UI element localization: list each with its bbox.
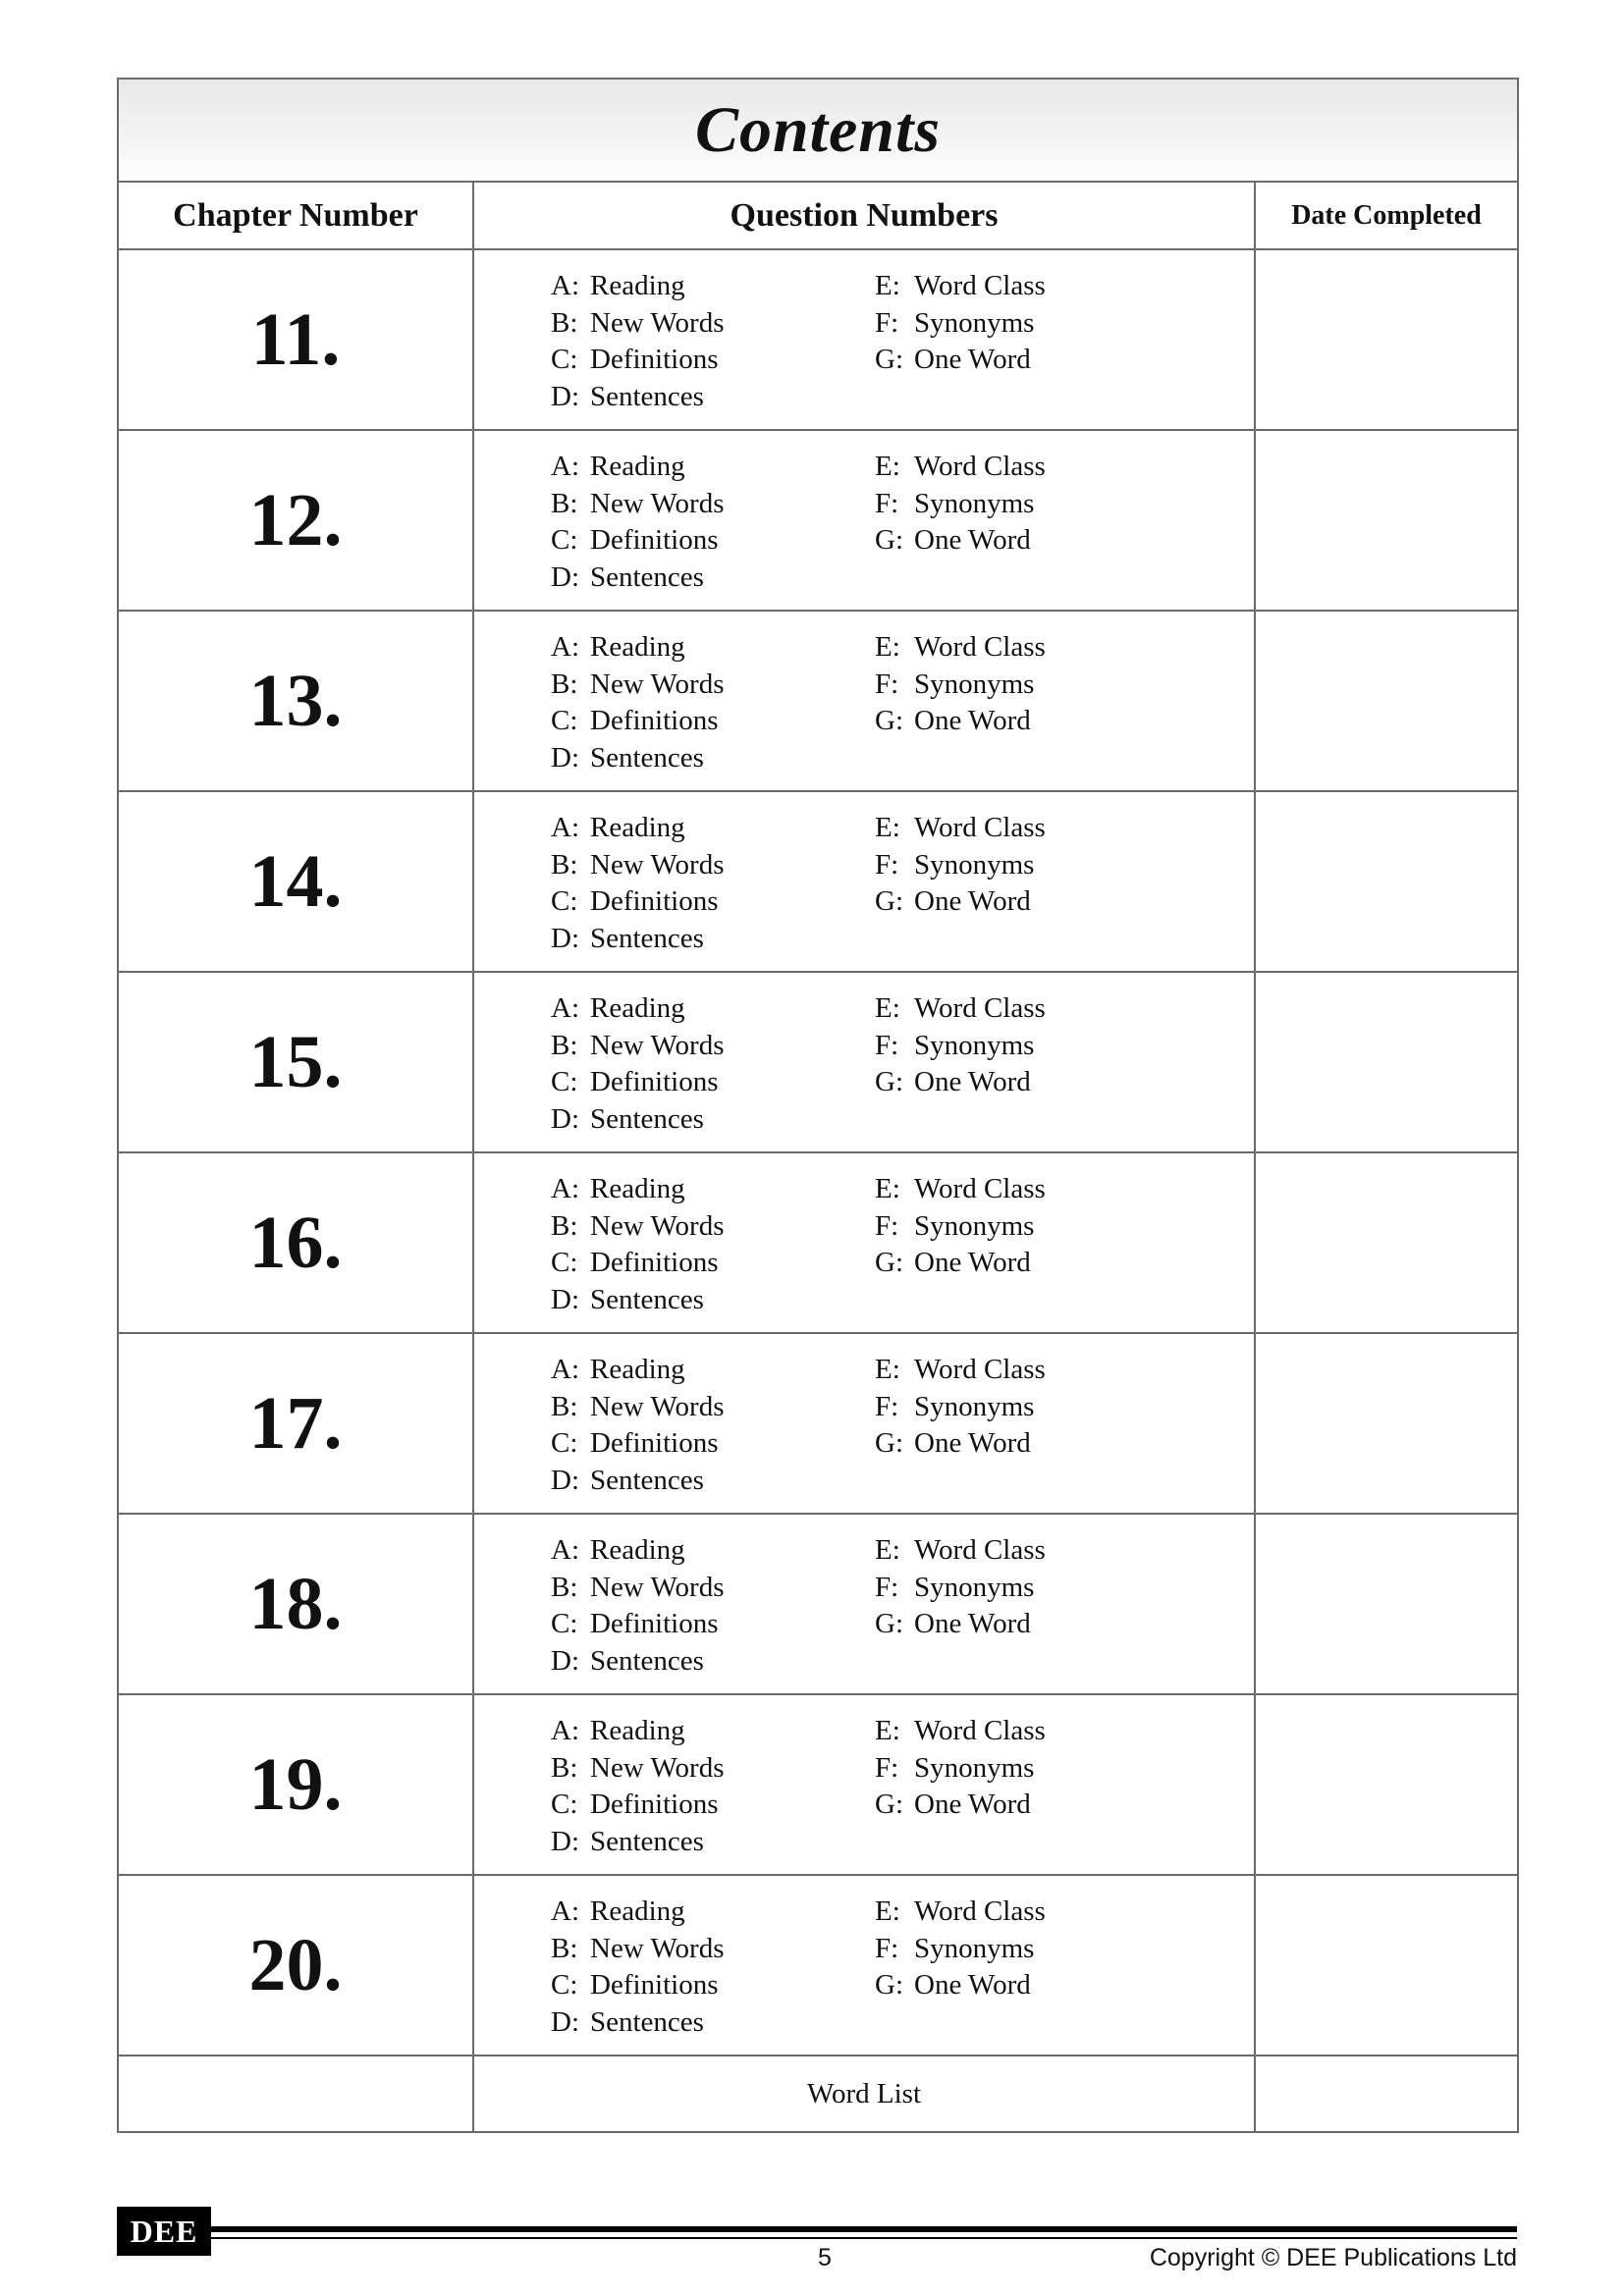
chapter-number-header: Chapter Number	[118, 182, 473, 249]
question-item	[875, 1967, 1046, 2004]
chapter-number: 19.	[118, 1694, 473, 1875]
question-item	[551, 1643, 724, 1681]
question-letter: E:	[875, 812, 900, 843]
question-label: Sentences	[590, 2005, 704, 2038]
footer-rule-thick	[211, 2226, 1517, 2232]
question-letter: A:	[551, 992, 579, 1024]
question-item	[551, 2004, 724, 2042]
question-list-left	[551, 629, 724, 776]
question-letter: E:	[875, 1715, 900, 1746]
question-label: Reading	[590, 992, 685, 1024]
question-letter: D:	[551, 741, 579, 774]
date-completed-cell[interactable]	[1255, 1875, 1518, 2056]
question-item	[551, 268, 724, 305]
question-item	[875, 342, 1046, 379]
question-label: One Word	[914, 885, 1031, 917]
question-letter: E:	[875, 1896, 900, 1927]
question-letter: A:	[551, 631, 579, 663]
question-list-left	[551, 268, 724, 415]
question-letter: G:	[875, 885, 903, 917]
question-letter: G:	[875, 1608, 903, 1639]
question-item	[875, 1171, 1046, 1208]
question-label: New Words	[590, 487, 725, 519]
question-list-right	[875, 629, 1046, 740]
question-item	[551, 1787, 724, 1824]
question-item	[875, 990, 1046, 1028]
question-label: New Words	[590, 1571, 725, 1603]
question-label: Definitions	[590, 1427, 719, 1459]
question-item	[551, 1028, 724, 1065]
question-item	[875, 1352, 1046, 1389]
question-label: Reading	[590, 631, 685, 663]
question-item	[551, 740, 724, 777]
question-letter: F:	[875, 848, 899, 881]
question-label: New Words	[590, 1751, 725, 1784]
question-label: Word Class	[914, 631, 1046, 663]
question-numbers-cell	[473, 1333, 1255, 1514]
question-label: One Word	[914, 1789, 1031, 1820]
question-item	[551, 1750, 724, 1788]
question-label: Sentences	[590, 741, 704, 774]
question-label: New Words	[590, 1209, 725, 1242]
question-list-right	[875, 1171, 1046, 1282]
question-letter: G:	[875, 1969, 903, 2001]
copyright-text: Copyright © DEE Publications Ltd	[1149, 2244, 1517, 2271]
question-list-right	[875, 990, 1046, 1101]
chapter-row	[118, 249, 1518, 430]
question-letter: D:	[551, 1283, 579, 1315]
question-letter: C:	[551, 1427, 578, 1459]
question-item	[551, 883, 724, 921]
question-label: Word Class	[914, 992, 1046, 1024]
question-label: Synonyms	[914, 1571, 1035, 1603]
question-item	[551, 1931, 724, 1968]
date-completed-cell[interactable]	[1255, 1152, 1518, 1333]
chapter-number: 11.	[118, 249, 473, 430]
question-letter: C:	[551, 1066, 578, 1097]
question-item	[551, 486, 724, 523]
question-label: Word Class	[914, 1715, 1046, 1746]
question-label: Synonyms	[914, 848, 1035, 881]
question-item	[551, 1282, 724, 1319]
question-list-right	[875, 1532, 1046, 1643]
question-letter: C:	[551, 344, 578, 375]
question-item	[551, 1171, 724, 1208]
question-label: One Word	[914, 524, 1031, 556]
question-letter: D:	[551, 1464, 579, 1496]
question-letter: C:	[551, 1247, 578, 1278]
question-item	[875, 1570, 1046, 1607]
question-item	[875, 522, 1046, 560]
question-label: Word Class	[914, 1354, 1046, 1385]
question-numbers-cell	[473, 1514, 1255, 1694]
chapter-number: 14.	[118, 791, 473, 972]
question-list-right	[875, 268, 1046, 379]
question-label: Word Class	[914, 1896, 1046, 1927]
question-label: One Word	[914, 705, 1031, 736]
footer-rule-thin	[211, 2237, 1517, 2239]
question-letter: G:	[875, 344, 903, 375]
question-letter: A:	[551, 1715, 579, 1746]
question-numbers-cell	[473, 611, 1255, 791]
chapter-row	[118, 1875, 1518, 2056]
question-item	[875, 449, 1046, 486]
question-item	[875, 1425, 1046, 1463]
question-item	[551, 342, 724, 379]
question-item	[551, 522, 724, 560]
date-completed-header: Date Completed	[1255, 182, 1518, 249]
question-item	[551, 1967, 724, 2004]
question-letter: E:	[875, 451, 900, 482]
question-letter: G:	[875, 1066, 903, 1097]
header-row	[118, 182, 1518, 249]
question-label: New Words	[590, 1390, 725, 1422]
question-letter: D:	[551, 380, 579, 412]
question-item	[551, 1425, 724, 1463]
question-letter: D:	[551, 2005, 579, 2038]
word-list-row	[118, 2056, 1518, 2132]
question-letter: F:	[875, 1390, 899, 1422]
question-letter: F:	[875, 487, 899, 519]
question-label: Sentences	[590, 1283, 704, 1315]
question-letter: G:	[875, 1789, 903, 1820]
question-letter: F:	[875, 1751, 899, 1784]
question-label: Sentences	[590, 1644, 704, 1677]
question-item	[875, 703, 1046, 740]
chapter-row	[118, 611, 1518, 791]
question-letter: G:	[875, 1427, 903, 1459]
question-label: Word Class	[914, 1173, 1046, 1204]
question-item	[875, 305, 1046, 343]
question-label: Definitions	[590, 344, 719, 375]
question-item	[875, 1208, 1046, 1246]
question-letter: A:	[551, 451, 579, 482]
question-numbers-cell	[473, 430, 1255, 611]
question-item	[551, 629, 724, 667]
chapter-row	[118, 1694, 1518, 1875]
question-label: New Words	[590, 848, 725, 881]
question-list-right	[875, 1894, 1046, 2004]
page-title: Contents	[694, 93, 942, 166]
question-letter: F:	[875, 1029, 899, 1061]
chapter-row	[118, 1152, 1518, 1333]
chapter-row	[118, 1514, 1518, 1694]
question-letter: D:	[551, 1102, 579, 1135]
question-item	[875, 486, 1046, 523]
question-item	[551, 1064, 724, 1101]
question-letter: C:	[551, 1969, 578, 2001]
question-item	[551, 1570, 724, 1607]
question-item	[875, 1028, 1046, 1065]
question-letter: F:	[875, 1571, 899, 1603]
question-letter: E:	[875, 1354, 900, 1385]
question-label: Synonyms	[914, 667, 1035, 700]
question-letter: B:	[551, 667, 578, 700]
question-letter: D:	[551, 1644, 579, 1677]
question-label: Reading	[590, 1715, 685, 1746]
question-label: One Word	[914, 1608, 1031, 1639]
question-item	[551, 305, 724, 343]
question-letter: G:	[875, 524, 903, 556]
page-number: 5	[818, 2244, 832, 2271]
chapter-number: 13.	[118, 611, 473, 791]
question-label: Synonyms	[914, 1932, 1035, 1964]
question-label: Word Class	[914, 812, 1046, 843]
question-item	[875, 1064, 1046, 1101]
date-completed-cell[interactable]	[1255, 1694, 1518, 1875]
question-label: Definitions	[590, 1608, 719, 1639]
question-letter: D:	[551, 922, 579, 954]
chapter-number: 15.	[118, 972, 473, 1152]
chapter-row	[118, 791, 1518, 972]
question-letter: E:	[875, 1534, 900, 1566]
date-completed-cell[interactable]	[1255, 972, 1518, 1152]
question-numbers-cell	[473, 249, 1255, 430]
question-item	[551, 1532, 724, 1570]
question-label: Synonyms	[914, 1029, 1035, 1061]
chapter-number: 20.	[118, 1875, 473, 2056]
question-label: Definitions	[590, 705, 719, 736]
question-item	[551, 990, 724, 1028]
chapter-row	[118, 972, 1518, 1152]
question-list-right	[875, 810, 1046, 921]
question-list-left	[551, 1171, 724, 1318]
question-letter: D:	[551, 561, 579, 593]
question-letter: F:	[875, 1209, 899, 1242]
word-list-label: Word List	[473, 2056, 1255, 2132]
question-label: One Word	[914, 1247, 1031, 1278]
question-item	[551, 847, 724, 884]
question-list-left	[551, 1894, 724, 2041]
question-label: Sentences	[590, 1464, 704, 1496]
question-list-left	[551, 810, 724, 957]
date-completed-cell[interactable]	[1255, 1514, 1518, 1694]
question-label: Synonyms	[914, 1209, 1035, 1242]
question-numbers-cell	[473, 1694, 1255, 1875]
question-label: Sentences	[590, 922, 704, 954]
question-letter: A:	[551, 270, 579, 301]
chapter-number: 16.	[118, 1152, 473, 1333]
date-completed-cell[interactable]	[1255, 1333, 1518, 1514]
question-label: Synonyms	[914, 1751, 1035, 1784]
question-list-left	[551, 990, 724, 1138]
question-item	[551, 1389, 724, 1426]
question-label: New Words	[590, 1029, 725, 1061]
question-letter: B:	[551, 1751, 578, 1784]
question-letter: A:	[551, 1173, 579, 1204]
title-cell	[118, 79, 1518, 182]
question-item	[875, 1606, 1046, 1643]
question-letter: C:	[551, 524, 578, 556]
question-numbers-header: Question Numbers	[473, 182, 1255, 249]
question-letter: B:	[551, 306, 578, 339]
question-letter: E:	[875, 270, 900, 301]
question-label: Synonyms	[914, 1390, 1035, 1422]
question-label: One Word	[914, 1066, 1031, 1097]
question-item	[551, 449, 724, 486]
question-list-left	[551, 1352, 724, 1499]
word-list-chapter-cell	[118, 2056, 473, 2132]
chapter-number: 18.	[118, 1514, 473, 1694]
question-item	[875, 1931, 1046, 1968]
question-label: Definitions	[590, 1247, 719, 1278]
question-letter: E:	[875, 631, 900, 663]
question-item	[551, 1824, 724, 1861]
question-numbers-cell	[473, 972, 1255, 1152]
question-label: Synonyms	[914, 487, 1035, 519]
question-label: One Word	[914, 1427, 1031, 1459]
question-item	[551, 1894, 724, 1931]
word-list-date-cell[interactable]	[1255, 2056, 1518, 2132]
question-label: One Word	[914, 344, 1031, 375]
question-item	[875, 667, 1046, 704]
question-label: Definitions	[590, 1969, 719, 2001]
question-label: Sentences	[590, 380, 704, 412]
question-letter: B:	[551, 487, 578, 519]
question-label: Reading	[590, 1354, 685, 1385]
date-completed-cell[interactable]	[1255, 249, 1518, 430]
question-label: Reading	[590, 451, 685, 482]
question-letter: C:	[551, 705, 578, 736]
question-label: One Word	[914, 1969, 1031, 2001]
question-letter: G:	[875, 1247, 903, 1278]
question-item	[875, 1389, 1046, 1426]
question-label: Sentences	[590, 1102, 704, 1135]
question-letter: C:	[551, 885, 578, 917]
date-completed-cell[interactable]	[1255, 611, 1518, 791]
question-label: New Words	[590, 306, 725, 339]
question-list-left	[551, 1532, 724, 1680]
question-numbers-cell	[473, 1875, 1255, 2056]
question-label: Definitions	[590, 1789, 719, 1820]
question-letter: B:	[551, 1029, 578, 1061]
question-letter: E:	[875, 992, 900, 1024]
question-label: New Words	[590, 667, 725, 700]
question-label: Definitions	[590, 524, 719, 556]
question-label: Reading	[590, 812, 685, 843]
question-item	[551, 1245, 724, 1282]
question-letter: B:	[551, 1390, 578, 1422]
question-letter: A:	[551, 1354, 579, 1385]
question-item	[551, 1352, 724, 1389]
question-letter: F:	[875, 306, 899, 339]
question-item	[875, 1532, 1046, 1570]
chapter-row	[118, 1333, 1518, 1514]
question-label: New Words	[590, 1932, 725, 1964]
question-letter: F:	[875, 667, 899, 700]
question-letter: B:	[551, 1571, 578, 1603]
question-letter: B:	[551, 1932, 578, 1964]
question-list-right	[875, 449, 1046, 560]
question-item	[551, 560, 724, 597]
question-letter: A:	[551, 812, 579, 843]
question-item	[875, 268, 1046, 305]
question-item	[551, 379, 724, 416]
question-letter: F:	[875, 1932, 899, 1964]
question-item	[551, 1606, 724, 1643]
question-label: Reading	[590, 1534, 685, 1566]
question-label: Word Class	[914, 451, 1046, 482]
question-label: Word Class	[914, 1534, 1046, 1566]
question-item	[551, 1101, 724, 1139]
question-item	[551, 1463, 724, 1500]
question-label: Sentences	[590, 561, 704, 593]
question-item	[875, 1750, 1046, 1788]
question-item	[551, 703, 724, 740]
question-letter: D:	[551, 1825, 579, 1857]
question-list-left	[551, 1713, 724, 1860]
question-item	[551, 810, 724, 847]
question-item	[875, 810, 1046, 847]
question-item	[875, 1787, 1046, 1824]
question-letter: C:	[551, 1789, 578, 1820]
question-item	[875, 629, 1046, 667]
question-letter: B:	[551, 1209, 578, 1242]
question-item	[551, 1208, 724, 1246]
question-item	[875, 1713, 1046, 1750]
question-letter: B:	[551, 848, 578, 881]
question-item	[551, 1713, 724, 1750]
question-list-left	[551, 449, 724, 596]
question-letter: E:	[875, 1173, 900, 1204]
question-letter: C:	[551, 1608, 578, 1639]
question-numbers-cell	[473, 791, 1255, 972]
question-label: Reading	[590, 1173, 685, 1204]
question-label: Sentences	[590, 1825, 704, 1857]
question-item	[875, 847, 1046, 884]
question-label: Reading	[590, 270, 685, 301]
date-completed-cell[interactable]	[1255, 791, 1518, 972]
question-label: Definitions	[590, 1066, 719, 1097]
question-letter: A:	[551, 1896, 579, 1927]
contents-table	[117, 78, 1519, 2133]
question-label: Reading	[590, 1896, 685, 1927]
question-letter: A:	[551, 1534, 579, 1566]
chapter-number: 12.	[118, 430, 473, 611]
question-item	[875, 1245, 1046, 1282]
question-list-right	[875, 1713, 1046, 1824]
question-letter: G:	[875, 705, 903, 736]
question-label: Word Class	[914, 270, 1046, 301]
question-item	[551, 921, 724, 958]
question-label: Definitions	[590, 885, 719, 917]
question-item	[875, 883, 1046, 921]
question-item	[551, 667, 724, 704]
question-label: Synonyms	[914, 306, 1035, 339]
chapter-row	[118, 430, 1518, 611]
question-numbers-cell	[473, 1152, 1255, 1333]
dee-logo: DEE	[117, 2207, 211, 2256]
date-completed-cell[interactable]	[1255, 430, 1518, 611]
chapter-number: 17.	[118, 1333, 473, 1514]
question-item	[875, 1894, 1046, 1931]
question-list-right	[875, 1352, 1046, 1463]
